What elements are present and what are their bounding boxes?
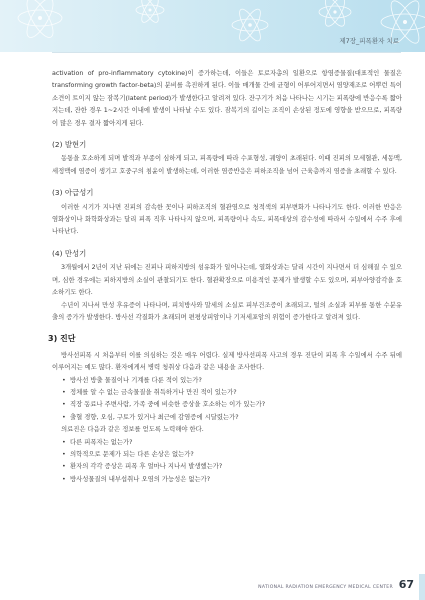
- chapter-title: 제7장_피폭환자 치료: [339, 37, 399, 45]
- page-header: [0, 0, 425, 52]
- list-item: • 의학적으로 문제가 되는 다른 손상은 없는가?: [62, 450, 194, 458]
- list-item: • 방사성물질의 내부섭취나 오염의 가능성은 없는가?: [62, 475, 211, 483]
- list-item: • 방사선 방출 물질이나 기계를 다룬 적이 있는가?: [62, 376, 202, 384]
- paragraph-onset: 동통을 호소하게 되며 발적과 부종이 심하게 되고, 피폭량에 따라 수포형성, 궤양이 초래된다. 이때 진피의 모세혈관, 세동맥, 세정맥에 염증이 생기고 호중구의 침윤이 발생하는데, 이러한 염증반응은 피하조직을 넘어 근육층까지 염증을 초래할 수 있다.: [52, 155, 402, 175]
- list-item: • 직장 동료나 주변사람, 가족 중에 비슷한 증상을 호소하는 이가 있는가?: [62, 401, 266, 409]
- history-checklist: [52, 375, 402, 425]
- footer-institution: NATIONAL RADIATION EMERGENCY MEDICAL CENTER: [258, 585, 393, 590]
- list-item: • 다른 피폭자는 없는가?: [62, 438, 133, 446]
- section-title-diagnosis: 3) 진단: [48, 334, 76, 344]
- paragraph-chronic-1: 3개월에서 2년이 지난 뒤에는 진피나 피하지방의 섬유화가 일어나는데, 열화상과는 달리 시간이 지나면서 더 심해질 수 있으며, 심한 경우에는 피하지방의 소실이 관찰되기도 한다. 혈관확장으로 미용적인 문제가 발생할 수도 있으며, 피부아양감각을 호소하기도 한다.: [52, 264, 402, 297]
- list-item: • 환자의 각각 증상은 피폭 후 얼마나 지나서 발생했는가?: [62, 463, 223, 471]
- paragraph-diagnosis-intro: 방사선피폭 시 처음부터 이를 의심하는 것은 매우 어렵다. 실제 방사선피폭 사고의 경우 진단이 피폭 후 수일에서 수주 뒤에 이루어지는 예도 많다. 환자에게서 병력 청취상 다음과 같은 내용을 조사한다.: [52, 351, 402, 372]
- list-item: • 출혈 경향, 오심, 구토가 있거나 최근에 감염증에 시달렸는가?: [62, 413, 239, 421]
- section-title-subacute: (3) 아급성기: [52, 188, 94, 198]
- footer-accent-bar: [419, 574, 425, 600]
- section-title-chronic: (4) 만성기: [52, 248, 87, 258]
- header-divider: [52, 52, 401, 53]
- paragraph-chronic-2: 수년이 지나서 만성 후유증이 나타나며, 피치방사와 말세의 소실로 피부건조증이 초래되고, 털의 소실과 피부를 통한 수분유출의 증가가 발생한다. 방사선 각질화가 초래되며 편평상피암이나 기저세포암의 위험이 증가한다고 알려져 있다.: [52, 301, 402, 321]
- paragraph-intro: activation of pro-inflammatory cytokine)이 증가하는데, 이들은 토로자총의 일환으로 항염증물질(대표적인 물질은 transforming growth factor-beta)의 분비를 촉진하게 된다. 이들 매개물 간에 균형이 어루어지면서 염양재조로 어뿌런 특이소견이 트이지 않는 잠복기(latent period)가 발생한다고 알려져 있다. 잔구기가 처음 나타나는 시기는 피폭량에 반응수록 짧아지는데, 잔한 경우 1~2시간 이내에 발생이 나타날 수도 있다. 잠복기의 길이는 조직이 손상된 정도에 영향을 받으므로, 피폭량이 많은 경우 결자 짧아지게 된다.: [52, 70, 402, 127]
- page-content: [48, 68, 402, 486]
- list-item: • 정체를 알 수 없는 금속물질을 취득하거나 만진 적이 있는가?: [62, 388, 237, 396]
- paragraph-diagnosis-outro: 의료진은 다음과 같은 정보를 얻도록 노력해야 한다.: [61, 426, 204, 434]
- paragraph-subacute: 이러한 시기가 지나면 진피의 감속한 꼿이나 피하조직의 혈관염으로 청적색의 피부변화가 나타나기도 한다. 이러한 반응은 염화상이나 화학화상과는 달리 피폭 직후 나타나지 않으며, 피폭량이나 속도, 피폭대상의 감수성에 따라서 수일에서 수주 후에 나타난다.: [52, 203, 402, 236]
- section-title-onset: (2) 발현기: [52, 140, 87, 150]
- clinician-checklist: [52, 437, 402, 487]
- page-number: 67: [398, 578, 414, 591]
